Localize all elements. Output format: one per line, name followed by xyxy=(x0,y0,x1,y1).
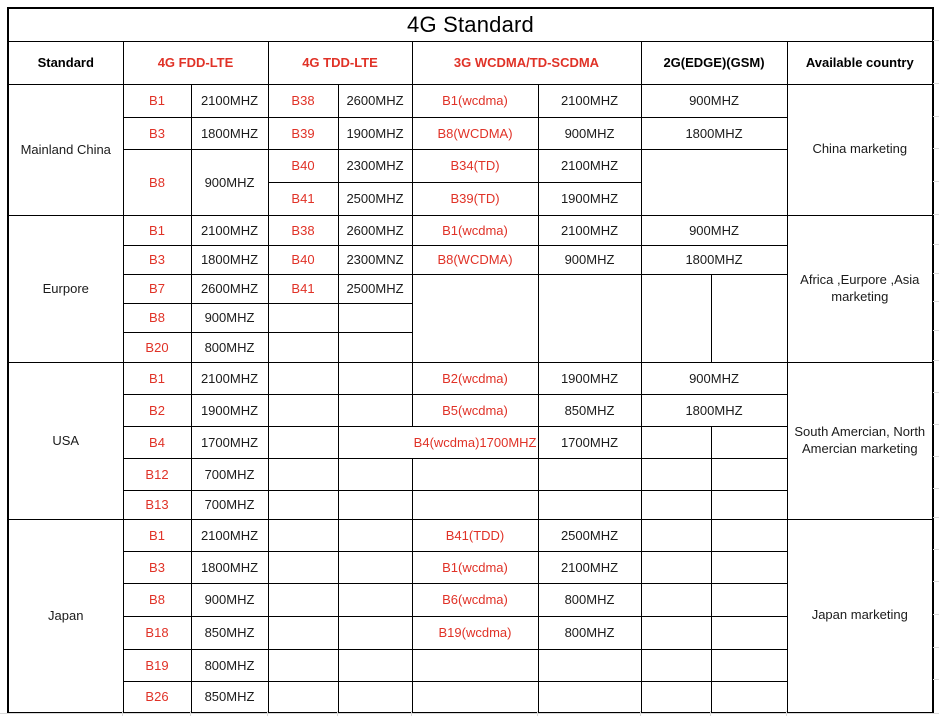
band-cell: B8(WCDMA) xyxy=(412,245,538,274)
header-fdd-lte: 4G FDD-LTE xyxy=(123,41,268,84)
band-cell: B38 xyxy=(268,84,338,117)
band-cell: B13 xyxy=(123,490,191,519)
empty-cell xyxy=(268,394,338,426)
table-title: 4G Standard xyxy=(8,8,933,41)
empty-cell xyxy=(641,149,787,215)
section-name-cell: USA xyxy=(8,362,123,519)
empty-cell xyxy=(412,274,538,362)
freq-cell: 900MHZ xyxy=(191,149,268,215)
empty-cell xyxy=(268,426,338,458)
freq-cell: 2600MHZ xyxy=(338,84,412,117)
freq-cell: 1700MHZ xyxy=(191,426,268,458)
band-cell: B41 xyxy=(268,182,338,215)
empty-cell xyxy=(338,303,412,332)
band-cell: B8 xyxy=(123,149,191,215)
freq-cell: 900MHZ xyxy=(191,583,268,616)
empty-cell xyxy=(338,519,412,551)
header-tdd-lte: 4G TDD-LTE xyxy=(268,41,412,84)
band-cell: B3 xyxy=(123,551,191,583)
band-cell: B1(wcdma) xyxy=(412,215,538,245)
gridline-stub xyxy=(933,360,939,361)
empty-cell xyxy=(641,583,711,616)
gridline-stub xyxy=(122,711,123,716)
gridline-stub xyxy=(933,679,939,680)
empty-cell xyxy=(711,583,787,616)
freq-cell: 2500MHZ xyxy=(538,519,641,551)
empty-cell xyxy=(711,458,787,490)
band-cell: B4 xyxy=(123,426,191,458)
country-cell: Africa ,Eurpore ,Asia marketing xyxy=(787,215,933,362)
band-cell: B18 xyxy=(123,616,191,649)
gridline-stub xyxy=(933,456,939,457)
empty-cell xyxy=(268,519,338,551)
band-cell: B12 xyxy=(123,458,191,490)
gridline-stub xyxy=(537,711,538,716)
freq-cell: 2600MHZ xyxy=(191,274,268,303)
band-cell: B26 xyxy=(123,681,191,713)
band-cell: B7 xyxy=(123,274,191,303)
freq-cell: 850MHZ xyxy=(538,394,641,426)
empty-cell xyxy=(641,426,711,458)
gridline-stub xyxy=(933,301,939,302)
standards-table xyxy=(7,7,934,714)
freq-cell: 1700MHZ xyxy=(538,426,641,458)
freq-cell: 800MHZ xyxy=(191,332,268,362)
gridline-stub xyxy=(933,581,939,582)
gridline-stub xyxy=(933,647,939,648)
empty-cell xyxy=(338,362,412,394)
gridline-stub xyxy=(933,392,939,393)
freq-cell: 2100MHZ xyxy=(538,551,641,583)
freq-cell: 2100MHZ xyxy=(538,84,641,117)
freq-cell: 2100MHZ xyxy=(191,362,268,394)
g2-freq-cell: 1800MHZ xyxy=(641,394,787,426)
freq-cell: 2300MNZ xyxy=(338,245,412,274)
band-cell: B41 xyxy=(268,274,338,303)
freq-cell: 1800MHZ xyxy=(191,245,268,274)
freq-cell: 850MHZ xyxy=(191,681,268,713)
band-cell: B40 xyxy=(268,245,338,274)
gridline-stub xyxy=(933,614,939,615)
freq-cell: 2100MHZ xyxy=(191,215,268,245)
band-cell: B39(TD) xyxy=(412,182,538,215)
empty-cell xyxy=(711,490,787,519)
band-cell: B1 xyxy=(123,215,191,245)
empty-cell xyxy=(641,274,711,362)
empty-cell xyxy=(338,332,412,362)
gridline-stub xyxy=(933,273,939,274)
empty-cell xyxy=(268,458,338,490)
band-cell-overflow: B4(wcdma)1700MHZ xyxy=(338,426,538,458)
freq-cell: 2300MHZ xyxy=(338,149,412,182)
freq-cell: 850MHZ xyxy=(191,616,268,649)
section-name-cell: Mainland China xyxy=(8,84,123,215)
band-cell: B2 xyxy=(123,394,191,426)
freq-cell: 2100MHZ xyxy=(191,84,268,117)
gridline-stub xyxy=(933,244,939,245)
empty-cell xyxy=(641,616,711,649)
empty-cell xyxy=(412,490,538,519)
empty-cell xyxy=(711,551,787,583)
empty-cell xyxy=(641,649,711,681)
empty-cell xyxy=(268,303,338,332)
band-cell: B19(wcdma) xyxy=(412,616,538,649)
empty-cell xyxy=(268,649,338,681)
header-available-country: Available country xyxy=(787,41,933,84)
band-cell: B1 xyxy=(123,84,191,117)
g2-freq-cell: 900MHZ xyxy=(641,362,787,394)
gridline-stub xyxy=(411,711,412,716)
band-cell: B39 xyxy=(268,117,338,149)
header-wcdma: 3G WCDMA/TD-SCDMA xyxy=(412,41,641,84)
band-cell: B8 xyxy=(123,303,191,332)
empty-cell xyxy=(338,458,412,490)
freq-cell: 2500MHZ xyxy=(338,274,412,303)
band-cell: B3 xyxy=(123,245,191,274)
empty-cell xyxy=(338,490,412,519)
empty-cell xyxy=(538,490,641,519)
freq-cell: 900MHZ xyxy=(538,117,641,149)
band-cell: B38 xyxy=(268,215,338,245)
band-cell: B1(wcdma) xyxy=(412,551,538,583)
freq-cell: 1800MHZ xyxy=(191,117,268,149)
empty-cell xyxy=(338,616,412,649)
empty-cell xyxy=(538,681,641,713)
empty-cell xyxy=(338,394,412,426)
band-cell: B1 xyxy=(123,519,191,551)
section-name-cell: Japan xyxy=(8,519,123,713)
freq-cell: 1900MHZ xyxy=(338,117,412,149)
freq-cell: 1900MHZ xyxy=(538,362,641,394)
empty-cell xyxy=(711,681,787,713)
empty-cell xyxy=(641,458,711,490)
gridline-stub xyxy=(786,711,787,716)
freq-cell: 700MHZ xyxy=(191,458,268,490)
empty-cell xyxy=(711,426,787,458)
gridline-stub xyxy=(933,488,939,489)
empty-cell xyxy=(641,490,711,519)
empty-cell xyxy=(538,458,641,490)
gridline-stub xyxy=(933,214,939,215)
gridline-stub xyxy=(640,711,641,716)
gridline-stub xyxy=(710,711,711,716)
g2-freq-cell: 1800MHZ xyxy=(641,245,787,274)
country-cell: South Amercian, North Amercian marketing xyxy=(787,362,933,519)
empty-cell xyxy=(711,616,787,649)
band-cell: B3 xyxy=(123,117,191,149)
freq-cell: 800MHZ xyxy=(538,616,641,649)
band-cell: B5(wcdma) xyxy=(412,394,538,426)
band-cell: B34(TD) xyxy=(412,149,538,182)
empty-cell xyxy=(338,681,412,713)
freq-cell: 2100MHZ xyxy=(538,215,641,245)
gridline-stub xyxy=(933,83,939,84)
empty-cell xyxy=(268,490,338,519)
empty-cell xyxy=(641,681,711,713)
empty-cell xyxy=(338,649,412,681)
g2-freq-cell: 900MHZ xyxy=(641,84,787,117)
freq-cell: 1800MHZ xyxy=(191,551,268,583)
g2-freq-cell: 900MHZ xyxy=(641,215,787,245)
empty-cell xyxy=(412,458,538,490)
freq-cell: 1900MHZ xyxy=(538,182,641,215)
header-2g: 2G(EDGE)(GSM) xyxy=(641,41,787,84)
empty-cell xyxy=(711,649,787,681)
gridline-stub xyxy=(933,116,939,117)
band-cell: B1 xyxy=(123,362,191,394)
empty-cell xyxy=(412,649,538,681)
gridline-stub xyxy=(933,40,939,41)
country-cell: China marketing xyxy=(787,84,933,215)
band-cell: B20 xyxy=(123,332,191,362)
gridline-stub xyxy=(933,181,939,182)
band-cell: B41(TDD) xyxy=(412,519,538,551)
empty-cell xyxy=(538,274,641,362)
gridline-stub xyxy=(267,711,268,716)
empty-cell xyxy=(268,681,338,713)
gridline-stub xyxy=(0,713,939,714)
g2-freq-cell: 1800MHZ xyxy=(641,117,787,149)
freq-cell: 2500MHZ xyxy=(338,182,412,215)
empty-cell xyxy=(338,583,412,616)
empty-cell xyxy=(641,519,711,551)
gridline-stub xyxy=(933,424,939,425)
freq-cell: 900MHZ xyxy=(538,245,641,274)
header-standard: Standard xyxy=(8,41,123,84)
freq-cell: 2600MHZ xyxy=(338,215,412,245)
empty-cell xyxy=(338,551,412,583)
empty-cell xyxy=(268,551,338,583)
country-cell: Japan marketing xyxy=(787,519,933,713)
empty-cell xyxy=(268,616,338,649)
empty-cell xyxy=(268,332,338,362)
section-name-cell: Eurpore xyxy=(8,215,123,362)
band-cell: B19 xyxy=(123,649,191,681)
gridline-stub xyxy=(933,549,939,550)
freq-cell: 800MHZ xyxy=(191,649,268,681)
gridline-stub xyxy=(337,711,338,716)
band-cell: B8 xyxy=(123,583,191,616)
empty-cell xyxy=(538,649,641,681)
band-cell: B1(wcdma) xyxy=(412,84,538,117)
empty-cell xyxy=(412,681,538,713)
empty-cell xyxy=(711,519,787,551)
band-cell: B8(WCDMA) xyxy=(412,117,538,149)
freq-cell: 2100MHZ xyxy=(538,149,641,182)
gridline-stub xyxy=(933,148,939,149)
freq-cell: 1900MHZ xyxy=(191,394,268,426)
freq-cell: 900MHZ xyxy=(191,303,268,332)
empty-cell xyxy=(268,362,338,394)
gridline-stub xyxy=(933,517,939,518)
gridline-stub xyxy=(933,330,939,331)
empty-cell xyxy=(268,583,338,616)
band-cell: B2(wcdma) xyxy=(412,362,538,394)
band-cell: B6(wcdma) xyxy=(412,583,538,616)
freq-cell: 700MHZ xyxy=(191,490,268,519)
gridline-stub xyxy=(190,711,191,716)
empty-cell xyxy=(711,274,787,362)
freq-cell: 2100MHZ xyxy=(191,519,268,551)
band-cell: B40 xyxy=(268,149,338,182)
freq-cell: 800MHZ xyxy=(538,583,641,616)
empty-cell xyxy=(641,551,711,583)
